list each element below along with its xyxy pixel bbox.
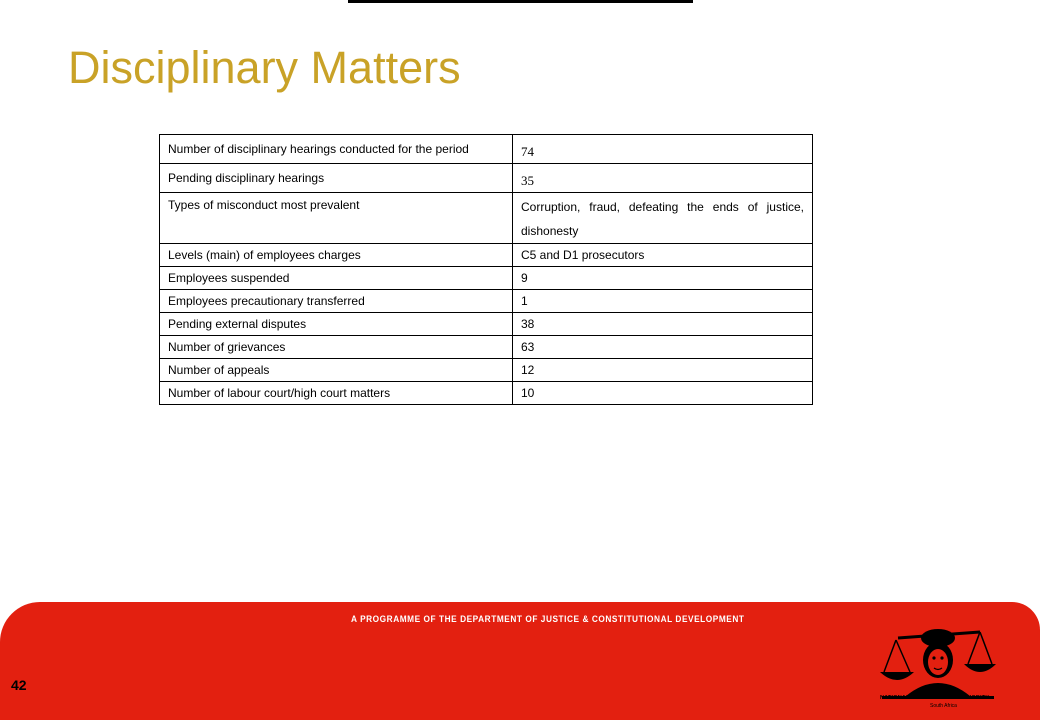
row-label: Employees precautionary transferred [160,290,513,313]
row-value: 63 [513,336,813,359]
table-row [160,290,813,313]
row-value: 10 [513,382,813,405]
table-row [160,336,813,359]
row-value: 74 [513,135,813,164]
row-value: 38 [513,313,813,336]
row-value: 12 [513,359,813,382]
table-row [160,164,813,193]
row-label: Number of labour court/high court matters [160,382,513,405]
table-row [160,382,813,405]
row-value: 35 [513,164,813,193]
row-value: C5 and D1 prosecutors [513,244,813,267]
disciplinary-table [159,134,813,405]
page-number: 42 [11,677,27,693]
slide-title: Disciplinary Matters [68,42,461,93]
row-label: Levels (main) of employees charges [160,244,513,267]
row-label: Pending disciplinary hearings [160,164,513,193]
logo-caption: NATIONAL PROSECUTING AUTHORITY [880,695,990,701]
table-row [160,244,813,267]
row-value: 1 [513,290,813,313]
table-row [160,193,813,244]
logo-subcaption: South Africa [930,703,957,709]
table-row [160,267,813,290]
row-label: Number of grievances [160,336,513,359]
footer-programme-text: A PROGRAMME OF THE DEPARTMENT OF JUSTICE & CONSTITUTIONAL DEVELOPMENT [351,614,745,624]
row-label: Employees suspended [160,267,513,290]
table-row [160,359,813,382]
row-value: Corruption, fraud, defeating the ends of justice, dishonesty [513,193,813,244]
top-divider [348,0,693,3]
row-label: Types of misconduct most prevalent [160,193,513,244]
row-label: Pending external disputes [160,313,513,336]
row-label: Number of disciplinary hearings conducted for the period [160,135,513,164]
row-label: Number of appeals [160,359,513,382]
table-row [160,313,813,336]
row-value: 9 [513,267,813,290]
table-row [160,135,813,164]
